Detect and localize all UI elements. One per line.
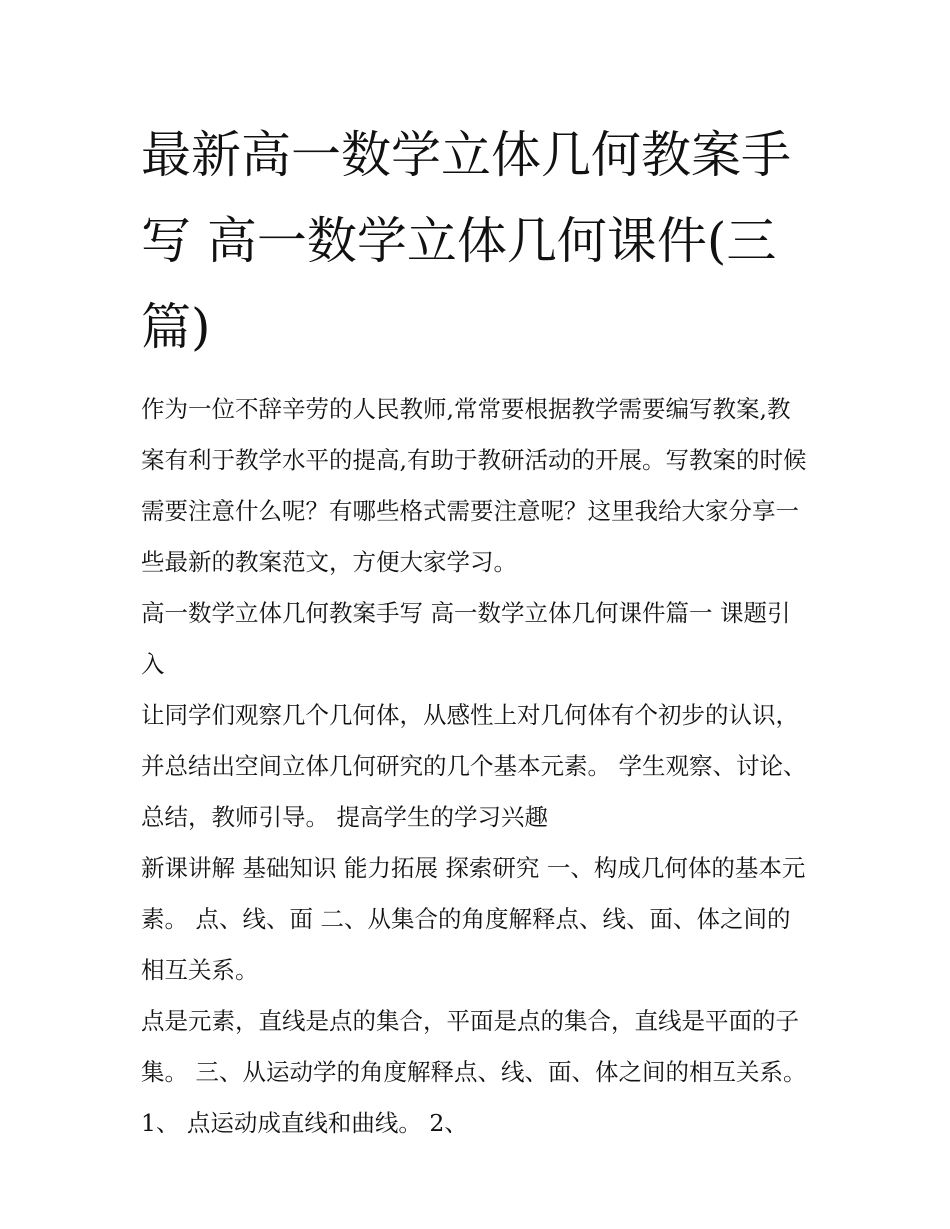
paragraph-observation: 让同学们观察几个几何体，从感性上对几何体有个初步的认识，并总结出空间立体几何研究的几个基本元素。 学生观察、讨论、总结，教师引导。 提高学生的学习兴趣 [141, 701, 807, 831]
paragraph-section-heading: 高一数学立体几何教案手写 高一数学立体几何课件篇一 课题引入 [141, 599, 791, 678]
paragraph-set-relations: 点是元素，直线是点的集合，平面是点的集合，直线是平面的子集。 三、从运动学的角度解释点、线、面、体之间的相互关系。 1、 点运动成直线和曲线。 2、 [141, 1007, 807, 1137]
document-title: 最新高一数学立体几何教案手写 高一数学立体几何课件(三篇) [141, 126, 791, 356]
paragraph-new-lesson: 新课讲解 基础知识 能力拓展 探索研究 一、构成几何体的基本元素。 点、线、面 二、从集合的角度解释点、线、面、体之间的相互关系。 [141, 854, 806, 984]
document-body [141, 112, 813, 1149]
paragraph-intro: 作为一位不辞辛劳的人民教师,常常要根据教学需要编写教案,教案有利于教学水平的提高,有助于教研活动的开展。写教案的时候需要注意什么呢？有哪些格式需要注意呢？这里我给大家分享一些最新的教案范文，方便大家学习。 [141, 395, 807, 576]
